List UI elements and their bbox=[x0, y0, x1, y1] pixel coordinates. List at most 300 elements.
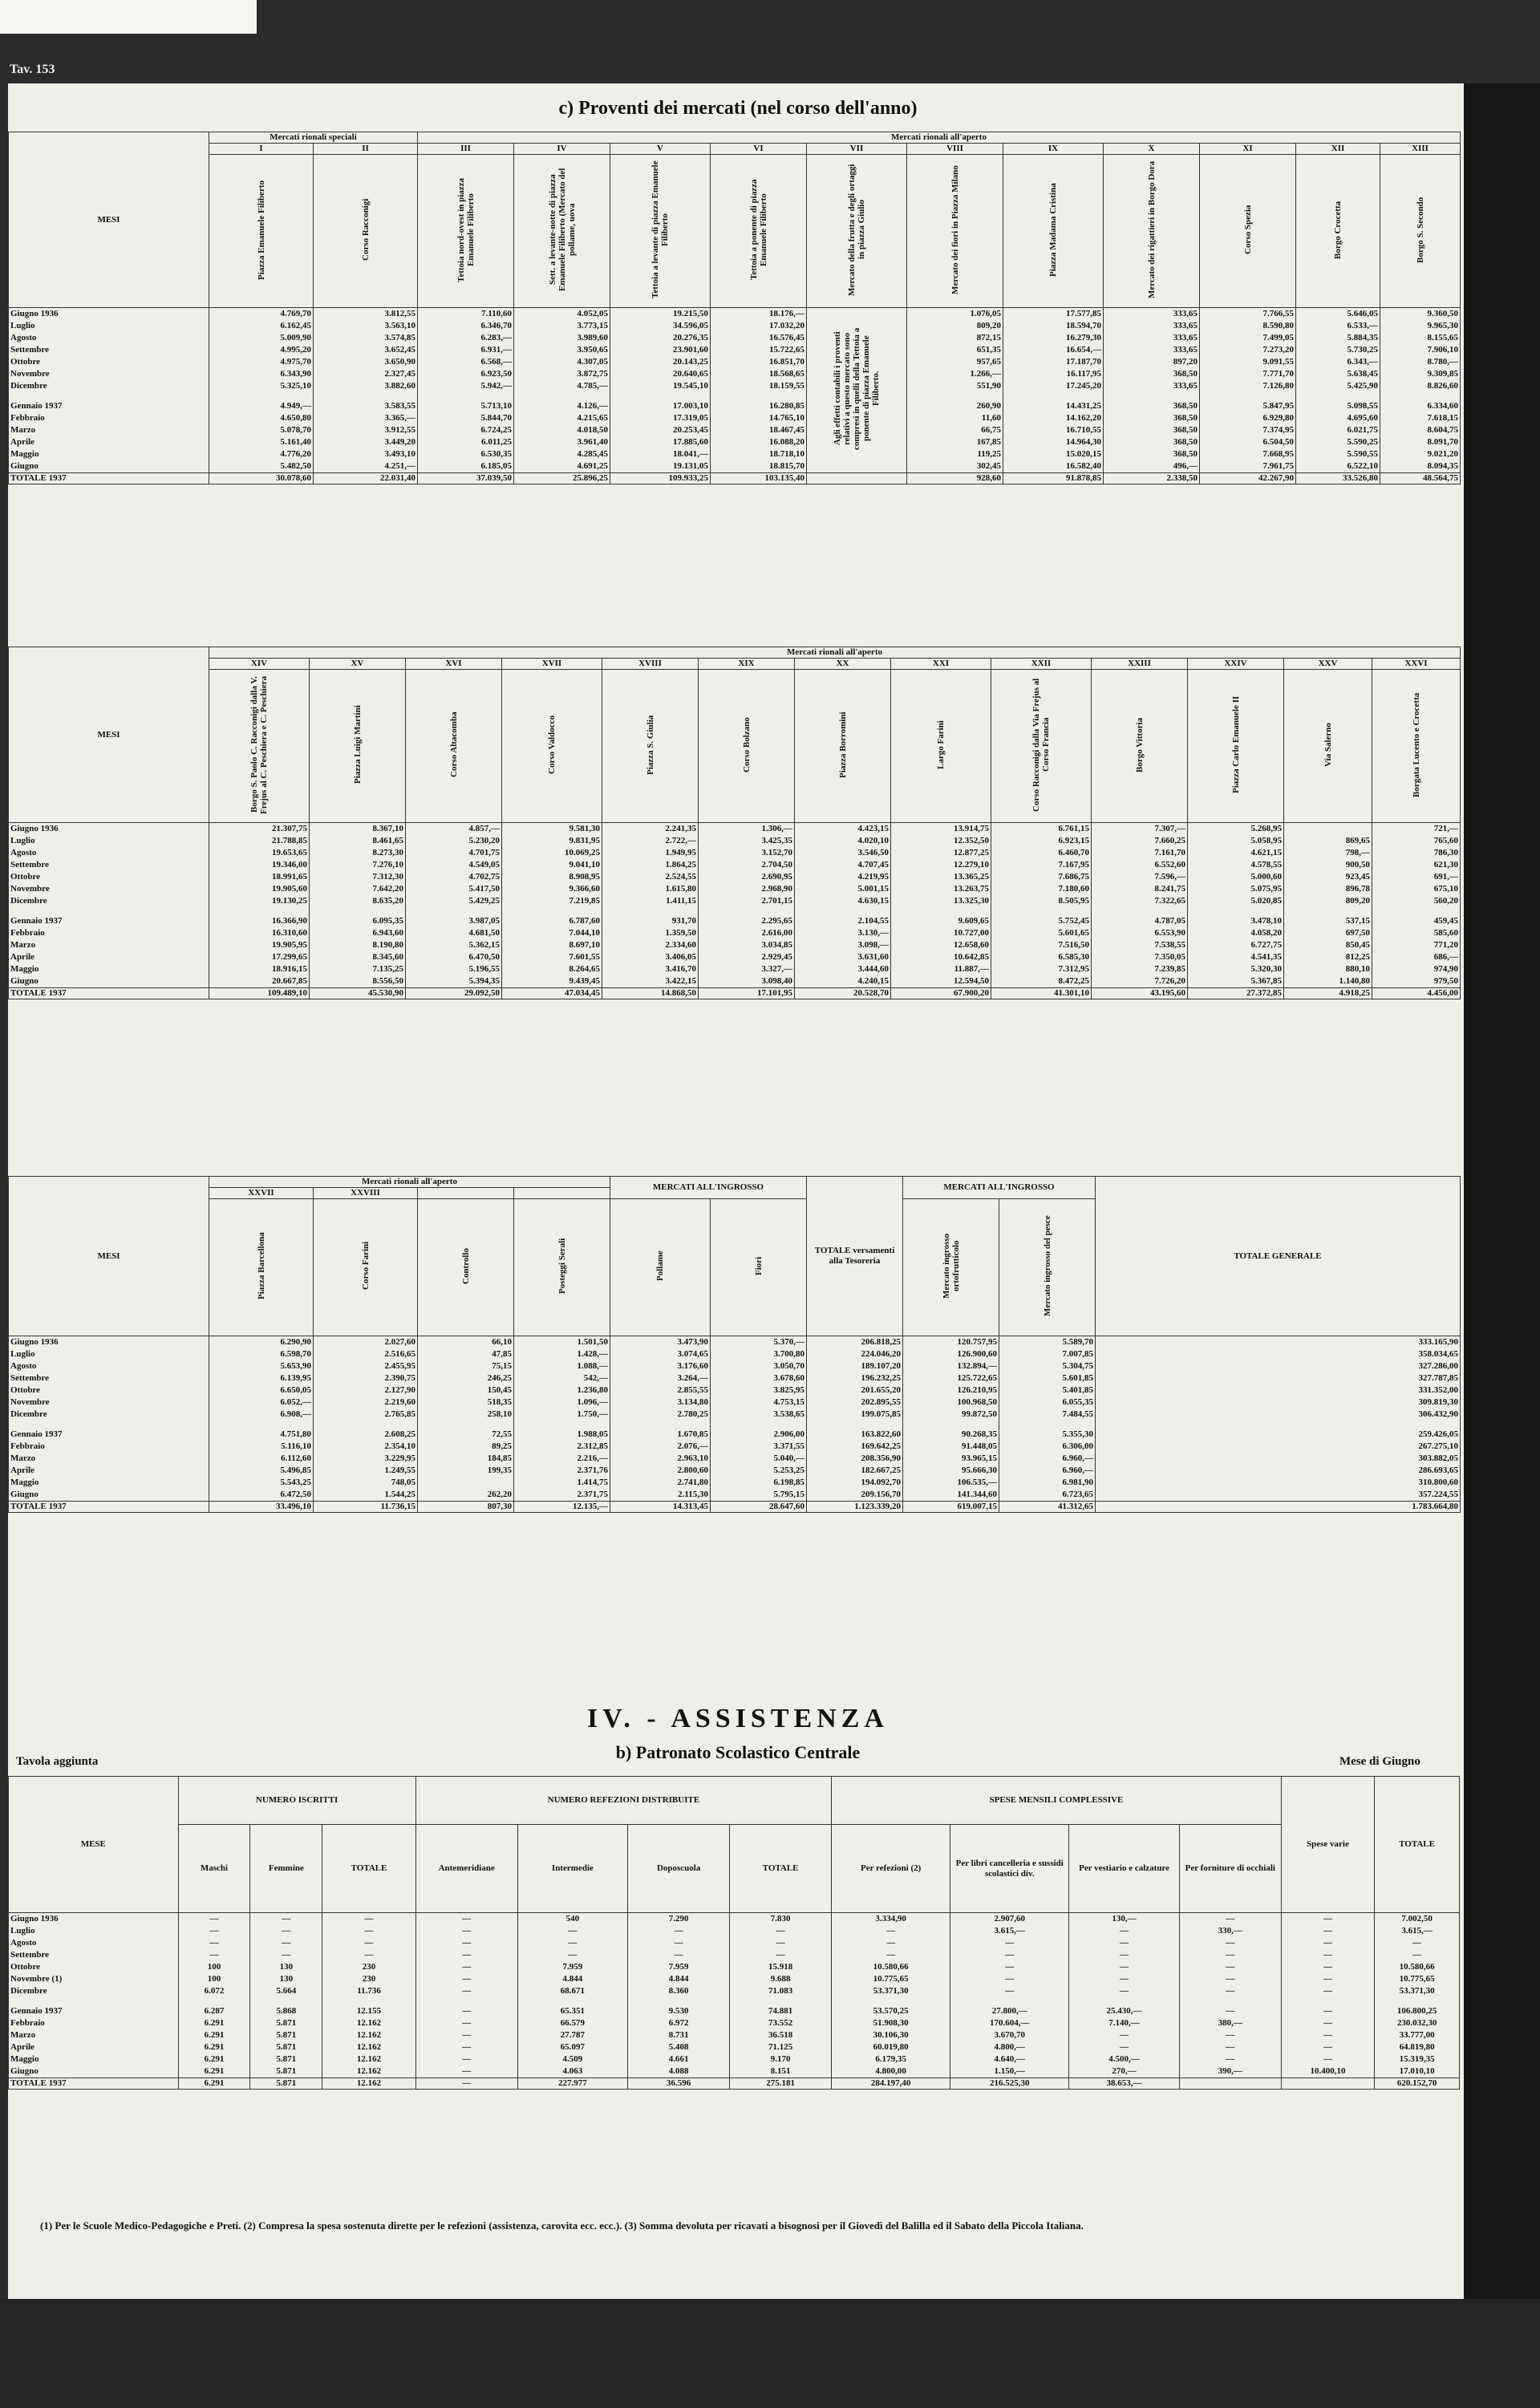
value-cell: 4.307,05 bbox=[577, 357, 608, 367]
value-cell: 17.885,60 bbox=[673, 437, 708, 447]
value-cell: 4.785,— bbox=[577, 381, 608, 391]
value-cell: 53.371,30 bbox=[1399, 1986, 1435, 1996]
value-cell: 3.631,60 bbox=[857, 952, 889, 962]
spacer bbox=[1283, 1997, 1372, 2005]
value-cell: 8.264,65 bbox=[569, 964, 600, 974]
value-cell: 6.072 bbox=[204, 1986, 225, 1996]
mesi-header-3: MESI bbox=[9, 1177, 209, 1336]
value-cell: 53.570,25 bbox=[873, 2006, 909, 2016]
value-cell: 5.601,65 bbox=[1058, 928, 1089, 938]
spacer bbox=[211, 1421, 311, 1429]
col-name-cell bbox=[610, 1199, 711, 1336]
value-cell: 130 bbox=[279, 1974, 294, 1984]
value-cell: 12.162 bbox=[356, 2018, 382, 2028]
value-cell: 4.640,— bbox=[994, 2054, 1025, 2064]
value-cell: 3.652,45 bbox=[384, 345, 415, 355]
value-cell: 1.428,— bbox=[577, 1349, 608, 1359]
value-cell: 14.765,10 bbox=[769, 413, 804, 423]
value-cell: 6.162,45 bbox=[280, 321, 311, 330]
value-cell: — bbox=[568, 1950, 578, 1960]
value-cell: 6.981,90 bbox=[1062, 1478, 1093, 1487]
col-name: Largo Farini bbox=[936, 720, 946, 769]
value-cell: — bbox=[462, 1974, 472, 1984]
month-label: Marzo bbox=[10, 1453, 36, 1463]
value-cell: 5.884,35 bbox=[1347, 333, 1378, 343]
value-column bbox=[250, 1913, 322, 2078]
value-cell: 6.908,— bbox=[280, 1409, 311, 1419]
value-cell: — bbox=[1120, 1986, 1129, 1996]
value-cell: 19.545,10 bbox=[673, 381, 708, 391]
value-cell: 6.052,— bbox=[280, 1397, 311, 1407]
value-cell: 974,90 bbox=[1433, 964, 1459, 974]
value-cell: 3.546,50 bbox=[857, 848, 889, 857]
value-cell: 16.576,45 bbox=[769, 333, 804, 343]
value-cell: 8.635,20 bbox=[372, 896, 403, 906]
value-cell: — bbox=[209, 1938, 219, 1948]
value-column bbox=[1069, 1913, 1180, 2078]
spacer bbox=[1202, 392, 1294, 400]
value-cell: 1.544,25 bbox=[384, 1490, 415, 1499]
value-cell: 6.472,50 bbox=[280, 1490, 311, 1499]
col-name-cell bbox=[991, 670, 1092, 823]
group-header-ingrosso-2: MERCATI ALL'INGROSSO bbox=[903, 1177, 1096, 1199]
value-cell: 390,— bbox=[1218, 2066, 1242, 2076]
value-cell: 7.961,75 bbox=[1262, 461, 1294, 471]
value-cell: 5.871 bbox=[276, 2030, 297, 2040]
month-label: Settembre bbox=[10, 345, 50, 355]
total-cell: 5.871 bbox=[250, 2078, 322, 2090]
value-cell: — bbox=[282, 1926, 291, 1936]
value-cell: 1.670,85 bbox=[677, 1429, 708, 1439]
total-cell: 27.372,85 bbox=[1188, 988, 1284, 999]
col-name-cell bbox=[1380, 155, 1461, 308]
value-cell: 5.429,25 bbox=[468, 896, 500, 906]
value-cell: 68.671 bbox=[560, 1986, 586, 1996]
col-number: XV bbox=[310, 659, 406, 670]
value-cell: 1.359,50 bbox=[665, 928, 696, 938]
value-cell: 6.761,15 bbox=[1058, 824, 1089, 833]
value-cell: — bbox=[364, 1938, 374, 1948]
col-number: III bbox=[418, 144, 514, 155]
col-name-cell bbox=[602, 670, 699, 823]
value-cell: 3.700,80 bbox=[773, 1349, 804, 1359]
value-cell: — bbox=[568, 1938, 578, 1948]
month-label: Gennaio 1937 bbox=[10, 2006, 63, 2016]
value-cell: 9.439,45 bbox=[569, 976, 600, 986]
value-cell: 691,— bbox=[1433, 872, 1459, 882]
value-cell: 12.658,60 bbox=[954, 940, 989, 950]
totals-row bbox=[9, 2078, 1460, 2090]
col-name-cell bbox=[1003, 155, 1104, 308]
spacer bbox=[1097, 1421, 1458, 1429]
total-cell: 284.197,40 bbox=[832, 2078, 950, 2090]
col-number: XVIII bbox=[602, 659, 699, 670]
value-cell: 7.273,20 bbox=[1262, 345, 1294, 355]
col-name-cell bbox=[1104, 155, 1200, 308]
value-cell: — bbox=[1323, 1974, 1332, 1984]
spacer bbox=[419, 1421, 512, 1429]
value-cell: 2.608,25 bbox=[384, 1429, 415, 1439]
col-name-cell bbox=[610, 155, 711, 308]
value-cell: 327.787,85 bbox=[1418, 1373, 1458, 1383]
total-cell: 25.896,25 bbox=[514, 473, 610, 484]
totals-row bbox=[9, 473, 1461, 484]
value-cell: 7.596,— bbox=[1154, 872, 1185, 882]
month-label: Settembre bbox=[10, 1373, 50, 1383]
value-cell: — bbox=[1005, 1950, 1015, 1960]
value-cell: 4.088 bbox=[668, 2066, 689, 2076]
value-cell: — bbox=[674, 1926, 683, 1936]
col-name-cell bbox=[891, 670, 991, 823]
value-cell: — bbox=[209, 1926, 219, 1936]
value-cell: 3.615,— bbox=[1401, 1926, 1433, 1936]
value-cell: 19.905,95 bbox=[272, 940, 307, 950]
value-cell: 3.130,— bbox=[857, 928, 889, 938]
mercati-table-part2 bbox=[8, 647, 1461, 999]
value-cell: 7.601,55 bbox=[569, 952, 600, 962]
value-cell: 330,— bbox=[1218, 1926, 1242, 1936]
value-cell: 126.210,95 bbox=[957, 1385, 997, 1395]
roman-row bbox=[9, 144, 1461, 155]
month-label: Giugno 1936 bbox=[10, 1914, 59, 1924]
tavola-aggiunta: Tavola aggiunta bbox=[16, 1755, 99, 1768]
month-label: Novembre bbox=[10, 1397, 50, 1407]
total-cell: 48.564,75 bbox=[1380, 473, 1461, 484]
value-column bbox=[209, 1336, 314, 1502]
value-cell: 169.642,25 bbox=[861, 1441, 901, 1451]
value-cell: 20.253,45 bbox=[673, 425, 708, 435]
value-cell: — bbox=[674, 1938, 683, 1948]
total-cell: 12.135,— bbox=[514, 1502, 610, 1513]
value-column bbox=[406, 823, 502, 988]
value-cell: 90.268,35 bbox=[962, 1429, 997, 1439]
value-cell: 6.724,25 bbox=[480, 425, 512, 435]
value-cell: 771,20 bbox=[1433, 940, 1459, 950]
col-number: IX bbox=[1003, 144, 1104, 155]
value-cell: 7.668,95 bbox=[1262, 449, 1294, 459]
value-cell: 89,25 bbox=[492, 1441, 512, 1451]
value-cell: 8.094,35 bbox=[1427, 461, 1459, 471]
value-cell: 106.800,25 bbox=[1396, 2006, 1437, 2016]
subheader: Antemeridiane bbox=[415, 1825, 517, 1913]
value-cell: 2.616,00 bbox=[761, 928, 792, 938]
value-cell: 3.098,40 bbox=[761, 976, 792, 986]
value-cell: 206.818,25 bbox=[861, 1337, 901, 1347]
value-cell: 3.229,95 bbox=[384, 1453, 415, 1463]
col-name: Borgo S. Secondo bbox=[1415, 196, 1425, 263]
value-cell: — bbox=[1323, 2054, 1332, 2064]
total-cell: 109.933,25 bbox=[610, 473, 711, 484]
value-cell: — bbox=[462, 1938, 472, 1948]
value-cell: 6.095,35 bbox=[372, 916, 403, 926]
month-label: Luglio bbox=[10, 836, 35, 845]
value-cell: 2.690,95 bbox=[761, 872, 792, 882]
value-cell: — bbox=[1120, 2042, 1129, 2052]
value-cell: — bbox=[1323, 2018, 1332, 2028]
value-cell: 2.741,80 bbox=[677, 1478, 708, 1487]
col-name: Mercato dei rigattieri in Borgo Dora bbox=[1146, 160, 1157, 298]
total-cell: — bbox=[415, 2078, 517, 2090]
month-label: Aprile bbox=[10, 437, 34, 447]
value-cell: 2.327,45 bbox=[384, 369, 415, 379]
value-cell: 3.034,85 bbox=[761, 940, 792, 950]
value-cell: 17.187,70 bbox=[1066, 357, 1101, 367]
value-cell: 18.159,55 bbox=[769, 381, 804, 391]
value-cell: 3.334,90 bbox=[875, 1914, 906, 1924]
value-cell: 7.959 bbox=[562, 1962, 583, 1972]
value-cell: 14.431,25 bbox=[1066, 401, 1101, 411]
value-column bbox=[178, 1913, 250, 2078]
value-cell: 7.350,05 bbox=[1154, 952, 1185, 962]
value-cell: — bbox=[1226, 1938, 1235, 1948]
month-label: Agosto bbox=[10, 1938, 37, 1948]
value-cell: 74.881 bbox=[768, 2006, 793, 2016]
value-cell: 182.667,25 bbox=[861, 1465, 901, 1475]
value-cell: 2.455,95 bbox=[384, 1361, 415, 1371]
total-cell: 43.195,60 bbox=[1092, 988, 1188, 999]
value-cell: — bbox=[462, 1926, 472, 1936]
value-cell: 12.155 bbox=[356, 2006, 382, 2016]
total-cell: 38.653,— bbox=[1069, 2078, 1180, 2090]
value-cell: 27.787 bbox=[560, 2030, 586, 2040]
month-label: Dicembre bbox=[10, 896, 47, 906]
value-cell: 17.010,10 bbox=[1399, 2066, 1435, 2076]
value-cell: 368,50 bbox=[1173, 401, 1198, 411]
value-cell: 8.472,25 bbox=[1058, 976, 1089, 986]
value-cell: 16.279,30 bbox=[1066, 333, 1101, 343]
col-name-cell bbox=[807, 155, 907, 308]
value-cell: 224.046,20 bbox=[861, 1349, 901, 1359]
total-cell: 14.313,45 bbox=[610, 1502, 711, 1513]
value-cell: 1.949,95 bbox=[665, 848, 696, 857]
value-cell: 4.058,20 bbox=[1250, 928, 1282, 938]
group-header-spese: SPESE MENSILI COMPLESSIVE bbox=[832, 1777, 1282, 1825]
value-cell: 6.470,50 bbox=[468, 952, 500, 962]
spacer bbox=[1376, 1997, 1457, 2005]
value-cell: 459,45 bbox=[1433, 916, 1459, 926]
total-cell: 2.338,50 bbox=[1104, 473, 1200, 484]
group-header-totale-generale: TOTALE GENERALE bbox=[1096, 1177, 1461, 1336]
value-column bbox=[418, 308, 514, 473]
value-cell: 5.268,95 bbox=[1250, 824, 1282, 833]
value-cell: 7.110,60 bbox=[481, 309, 512, 318]
value-cell: 3.670,70 bbox=[994, 2030, 1025, 2040]
spacer bbox=[311, 907, 403, 915]
value-cell: 208.356,90 bbox=[861, 1453, 901, 1463]
group-header-aperto-3: Mercati rionali all'aperto bbox=[209, 1177, 610, 1188]
col-name: Piazza Borromini bbox=[837, 711, 848, 778]
value-cell: 75,15 bbox=[492, 1361, 512, 1371]
value-cell: 5.355,30 bbox=[1062, 1429, 1093, 1439]
value-cell: — bbox=[1323, 2042, 1332, 2052]
value-cell: 3.444,60 bbox=[857, 964, 889, 974]
value-cell: 542,— bbox=[583, 1373, 608, 1383]
subheader: Maschi bbox=[178, 1825, 250, 1913]
empty-cell bbox=[807, 473, 907, 484]
value-cell: 4.621,15 bbox=[1250, 848, 1282, 857]
value-cell: 4.240,15 bbox=[857, 976, 889, 986]
total-cell: 4.456,00 bbox=[1372, 988, 1461, 999]
subheader: Intermedie bbox=[517, 1825, 628, 1913]
value-cell: 675,10 bbox=[1433, 884, 1459, 894]
value-cell: 7.002,50 bbox=[1401, 1914, 1433, 1924]
value-cell: 2.104,55 bbox=[857, 916, 889, 926]
col-number: XXVI bbox=[1372, 659, 1461, 670]
month-label: Novembre (1) bbox=[10, 1974, 63, 1984]
month-label: Maggio bbox=[10, 1478, 39, 1487]
month-label: Maggio bbox=[10, 964, 39, 974]
value-cell: 333,65 bbox=[1173, 321, 1198, 330]
month-label: Novembre bbox=[10, 369, 50, 379]
col-name-cell bbox=[903, 1199, 999, 1336]
value-column bbox=[711, 308, 807, 473]
value-cell: 2.722,— bbox=[665, 836, 696, 845]
value-cell: — bbox=[568, 1926, 578, 1936]
value-cell: 7.516,50 bbox=[1058, 940, 1089, 950]
value-cell: 201.655,20 bbox=[861, 1385, 901, 1395]
value-cell: 6.929,80 bbox=[1262, 413, 1294, 423]
value-cell: 850,45 bbox=[1345, 940, 1370, 950]
value-cell: — bbox=[462, 2042, 472, 2052]
value-cell: 3.950,65 bbox=[577, 345, 608, 355]
col-name: Borgo S. Paolo C. Racconigi dalla V. Frejus al C. Peschiera e C. Peschiera bbox=[249, 675, 269, 814]
value-cell: 6.334,60 bbox=[1427, 401, 1459, 411]
value-cell: 2.115,30 bbox=[678, 1490, 708, 1499]
subheader: Per forniture di occhiali bbox=[1179, 1825, 1281, 1913]
totals-row bbox=[9, 1502, 1461, 1513]
paper-corner bbox=[0, 0, 257, 34]
total-cell: 12.162 bbox=[322, 2078, 415, 2090]
value-cell: 979,50 bbox=[1433, 976, 1459, 986]
value-cell: 73.552 bbox=[768, 2018, 793, 2028]
value-cell: 765,60 bbox=[1433, 836, 1459, 845]
value-cell: 9.609,65 bbox=[958, 916, 989, 926]
value-cell: 900,50 bbox=[1345, 860, 1370, 870]
value-cell: 4.215,65 bbox=[577, 413, 608, 423]
value-cell: 9.366,60 bbox=[569, 884, 600, 894]
value-cell: 3.961,40 bbox=[577, 437, 608, 447]
value-cell: 17.299,65 bbox=[272, 952, 307, 962]
value-cell: 230.032,30 bbox=[1396, 2018, 1437, 2028]
value-column bbox=[950, 1913, 1069, 2078]
value-cell: 100 bbox=[207, 1962, 221, 1972]
col-name-cell bbox=[1296, 155, 1380, 308]
value-column bbox=[602, 823, 699, 988]
group-header-totale-versamenti: TOTALE versamenti alla Tesoreria bbox=[807, 1177, 903, 1336]
value-cell: 7.044,10 bbox=[569, 928, 600, 938]
col-note: Agli effetti contabili i proventi relativi a questo mercato sono compresi in quelli della Tettoia a ponente di piazza Emanuele Filiberto. bbox=[833, 327, 881, 450]
value-cell: 5.847,95 bbox=[1262, 401, 1294, 411]
value-cell: 4.509 bbox=[562, 2054, 583, 2064]
value-cell: 2.216,— bbox=[577, 1453, 608, 1463]
value-cell: 6.290,90 bbox=[280, 1337, 311, 1347]
total-cell: 30.078,60 bbox=[209, 473, 314, 484]
col-name-cell bbox=[406, 670, 502, 823]
value-cell: 6.960,— bbox=[1062, 1465, 1093, 1475]
value-cell: 2.855,55 bbox=[677, 1385, 708, 1395]
month-label: Agosto bbox=[10, 333, 37, 343]
value-cell: 33.777,00 bbox=[1399, 2030, 1435, 2040]
value-cell: 8.273,30 bbox=[372, 848, 403, 857]
col-number: XIII bbox=[1380, 144, 1461, 155]
value-cell: 10.400,10 bbox=[1310, 2066, 1346, 2076]
spacer bbox=[10, 1997, 176, 2005]
value-cell: 1.266,— bbox=[970, 369, 1001, 379]
group-header-ingrosso: MERCATI ALL'INGROSSO bbox=[610, 1177, 807, 1199]
col-name: Corso Racconigi dalla Via Frejus al Corso Francia bbox=[1031, 677, 1051, 812]
value-cell: 7.686,75 bbox=[1058, 872, 1089, 882]
total-cell: 91.878,85 bbox=[1003, 473, 1104, 484]
total-cell: 928,60 bbox=[907, 473, 1003, 484]
value-cell: — bbox=[776, 1926, 785, 1936]
spacer bbox=[1374, 907, 1458, 915]
spacer bbox=[180, 1997, 249, 2005]
value-cell: 8.461,65 bbox=[372, 836, 403, 845]
value-cell: 1.096,— bbox=[577, 1397, 608, 1407]
value-cell: 3.872,75 bbox=[577, 369, 608, 379]
value-cell: 6.112,60 bbox=[281, 1453, 311, 1463]
spacer bbox=[604, 907, 696, 915]
value-cell: 4.500,— bbox=[1108, 2054, 1140, 2064]
month-label: Gennaio 1937 bbox=[10, 916, 63, 926]
value-column bbox=[514, 308, 610, 473]
spacer bbox=[516, 1421, 608, 1429]
value-cell: 6.055,35 bbox=[1062, 1397, 1093, 1407]
value-cell: 3.912,55 bbox=[384, 425, 415, 435]
value-cell: 16.088,20 bbox=[769, 437, 804, 447]
value-cell: 64.819,80 bbox=[1399, 2042, 1435, 2052]
value-cell: 2.765,85 bbox=[384, 1409, 415, 1419]
value-column bbox=[415, 1913, 517, 2078]
value-cell: 8.731 bbox=[668, 2030, 689, 2040]
value-column bbox=[1372, 823, 1461, 988]
value-cell: 5.590,25 bbox=[1347, 437, 1378, 447]
value-cell: 199,35 bbox=[487, 1465, 512, 1475]
month-list bbox=[9, 1913, 179, 2078]
value-cell: 5.868 bbox=[276, 2006, 297, 2016]
value-cell: 7.830 bbox=[770, 1914, 791, 1924]
total-cell bbox=[1179, 2078, 1281, 2090]
value-cell: 3.493,10 bbox=[384, 449, 415, 459]
value-cell: — bbox=[1226, 2054, 1235, 2064]
value-cell: 4.423,15 bbox=[857, 824, 889, 833]
total-cell: 28.647,60 bbox=[711, 1502, 807, 1513]
value-cell: 5.075,95 bbox=[1250, 884, 1282, 894]
value-cell: 71.083 bbox=[768, 1986, 793, 1996]
value-cell: 230 bbox=[362, 1974, 376, 1984]
value-cell: 6.585,30 bbox=[1058, 952, 1089, 962]
value-cell: 3.176,60 bbox=[677, 1361, 708, 1371]
value-cell: 3.563,10 bbox=[384, 321, 415, 330]
value-cell: 3.406,05 bbox=[665, 952, 696, 962]
group-header-iscritti: NUMERO ISCRITTI bbox=[178, 1777, 415, 1825]
value-cell: 306.432,90 bbox=[1418, 1409, 1458, 1419]
value-cell: 18.815,70 bbox=[769, 461, 804, 471]
value-cell: 10.727,00 bbox=[954, 928, 989, 938]
value-cell: 6.943,60 bbox=[372, 928, 403, 938]
value-cell: 1.501,50 bbox=[577, 1337, 608, 1347]
total-cell: 807,30 bbox=[418, 1502, 514, 1513]
total-cell: 1.123.339,20 bbox=[807, 1502, 903, 1513]
value-cell: 17.319,05 bbox=[673, 413, 708, 423]
col-name-cell bbox=[314, 1199, 418, 1336]
value-cell: — bbox=[1005, 1974, 1015, 1984]
value-cell: — bbox=[1120, 1962, 1129, 1972]
spacer bbox=[952, 1997, 1067, 2005]
value-cell: 5.871 bbox=[276, 2018, 297, 2028]
value-cell: — bbox=[1412, 1950, 1422, 1960]
spacer bbox=[700, 907, 792, 915]
